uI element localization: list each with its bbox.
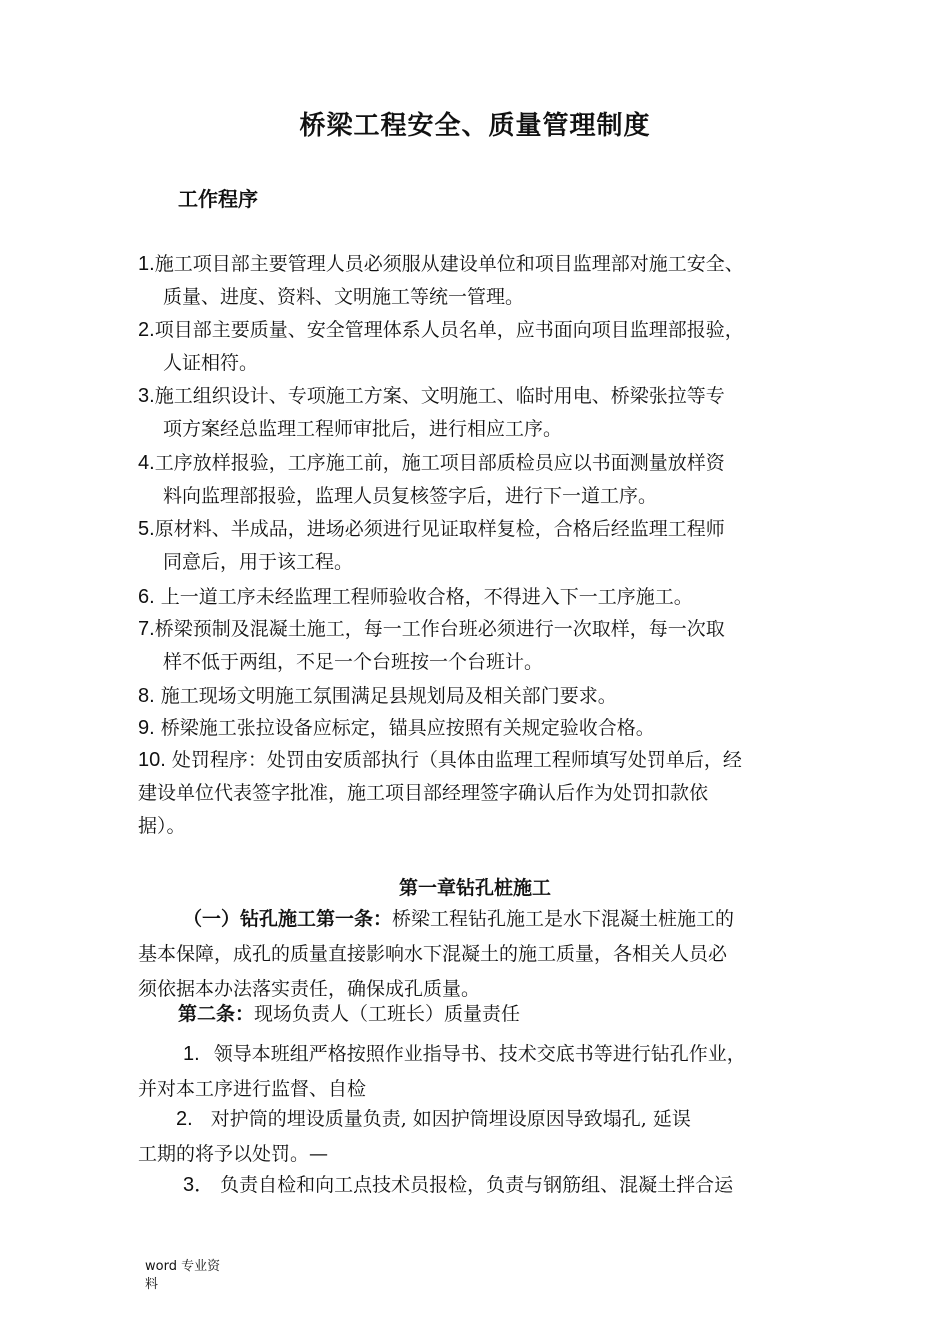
item-text-cont: 料向监理部报验，监理人员复核签字后，进行下一道工序。 — [163, 485, 658, 507]
list-item — [138, 613, 828, 679]
sub-item-text: 对护筒的埋设质量负责, 如因护筒埋设原因导致塌孔, 延误 — [210, 1108, 691, 1130]
footer-note — [145, 1258, 220, 1294]
item-text-cont: 建设单位代表签字批准，施工项目部经理签字确认后作为处罚扣款依 — [138, 782, 709, 804]
article-label: （一）钻孔施工第一条： — [183, 908, 393, 930]
list-item — [138, 744, 828, 843]
list-item — [138, 680, 828, 713]
item-text: 工序放样报验，工序施工前，施工项目部质检员应以书面测量放样资 — [154, 452, 725, 474]
article-text: 现场负责人（工班长）质量责任 — [254, 1003, 521, 1025]
sub-item — [138, 1168, 828, 1203]
item-number: 1. — [138, 253, 155, 275]
article-text-cont: 基本保障，成孔的质量直接影响水下混凝土的施工质量，各相关人员必 — [138, 943, 728, 965]
item-text: 上一道工序未经监理工程师验收合格，不得进入下一工序施工。 — [154, 586, 693, 608]
article-text: 桥梁工程钻孔施工是水下混凝土桩施工的 — [392, 908, 735, 930]
list-item — [138, 712, 828, 745]
item-number: 9. — [138, 717, 155, 739]
list-item — [138, 314, 828, 380]
item-number: 7. — [138, 618, 155, 640]
item-number: 2. — [138, 319, 155, 341]
sub-item — [138, 1037, 828, 1107]
item-text: 处罚程序：处罚由安质部执行（具体由监理工程师填写处罚单后，经 — [165, 749, 742, 771]
sub-item-text: 领导本班组严格按照作业指导书、技术交底书等进行钻孔作业， — [213, 1043, 746, 1065]
sub-item-number: 1. — [183, 1043, 200, 1065]
list-item — [138, 581, 828, 614]
item-number: 8. — [138, 685, 155, 707]
item-text-cont: 人证相符。 — [163, 352, 259, 374]
item-text-cont: 样不低于两组，不足一个台班按一个台班计。 — [163, 651, 544, 673]
item-number: 6. — [138, 586, 155, 608]
chapter-title: 第一章钻孔桩施工 — [398, 877, 551, 899]
sub-item-number: 2. — [176, 1108, 193, 1130]
item-text-cont: 质量、进度、资料、文明施工等统一管理。 — [163, 286, 525, 308]
item-text: 施工组织设计、专项施工方案、文明施工、临时用电、桥梁张拉等专 — [154, 385, 725, 407]
list-item — [138, 447, 828, 513]
article-text-cont: 须依据本办法落实责任，确保成孔质量。 — [138, 978, 481, 1000]
document-title: 桥梁工程安全、质量管理制度 — [299, 111, 651, 141]
item-text-cont: 项方案经总监理工程师审批后，进行相应工序。 — [163, 418, 563, 440]
section-heading: 工作程序 — [178, 187, 258, 211]
item-text: 项目部主要质量、安全管理体系人员名单，应书面向项目监理部报验， — [154, 319, 744, 341]
list-item — [138, 513, 828, 579]
item-text: 桥梁预制及混凝土施工，每一工作台班必须进行一次取样，每一次取 — [154, 618, 725, 640]
item-text: 桥梁施工张拉设备应标定，锚具应按照有关规定验收合格。 — [154, 717, 655, 739]
article-label: 第二条： — [178, 1003, 255, 1025]
item-number: 10. — [138, 749, 166, 771]
item-number: 5. — [138, 518, 155, 540]
item-text: 施工现场文明施工氛围满足县规划局及相关部门要求。 — [154, 685, 617, 707]
sub-item-number: 3． — [183, 1174, 215, 1196]
item-number: 4. — [138, 452, 155, 474]
list-item — [138, 380, 828, 446]
sub-item-text-cont: 并对本工序进行监督、自检 — [138, 1078, 367, 1100]
sub-item-text: 负责自检和向工点技术员报检，负责与钢筋组、混凝土拌合运 — [220, 1174, 734, 1196]
article-one — [138, 902, 828, 1007]
item-text: 施工项目部主要管理人员必须服从建设单位和项目监理部对施工安全、 — [154, 253, 744, 275]
item-text-cont: 同意后，用于该工程。 — [163, 551, 354, 573]
footer-line: word 专业资 — [145, 1259, 221, 1274]
sub-item-text-cont: 工期的将予以处罚。— — [138, 1143, 329, 1165]
sub-item — [138, 1102, 828, 1172]
list-item — [138, 248, 828, 314]
item-text-cont: 据）。 — [138, 815, 186, 837]
footer-line: 料 — [145, 1277, 159, 1292]
item-text: 原材料、半成品，进场必须进行见证取样复检，合格后经监理工程师 — [154, 518, 725, 540]
item-number: 3. — [138, 385, 155, 407]
article-two — [138, 997, 828, 1032]
